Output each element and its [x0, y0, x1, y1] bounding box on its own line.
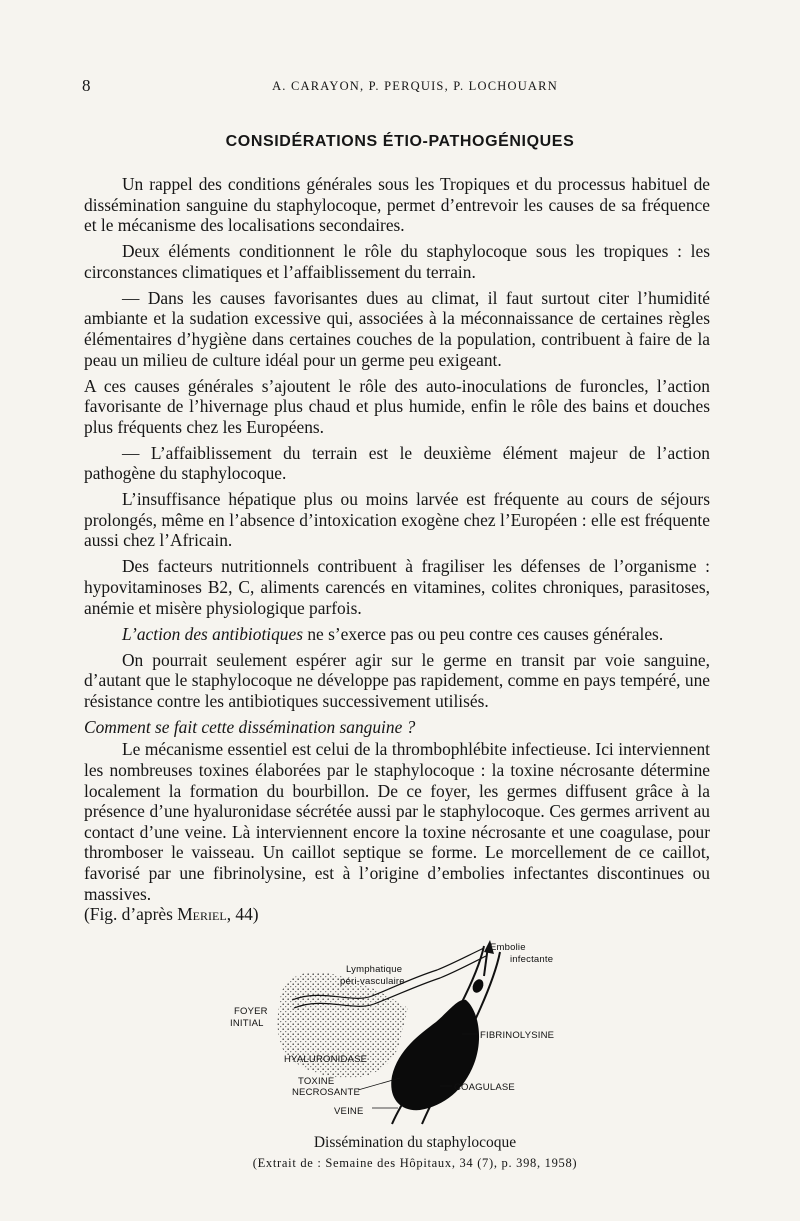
paragraph: Des facteurs nutritionnels contribuent à fragiliser les défenses de l’organisme : hypovitaminoses B2, C, aliments carencés en vitamines, colites chroniques, parasitoses, anémie et misère physiologique parfois.: [84, 556, 710, 618]
label-perivasculaire: péri-vasculaire: [340, 976, 405, 987]
label-toxine: TOXINE: [298, 1076, 335, 1087]
label-coagulase: COAGULASE: [454, 1082, 515, 1093]
label-necrosante: NECROSANTE: [292, 1087, 360, 1098]
running-head: A. CARAYON, P. PERQUIS, P. LOCHOUARN: [272, 79, 558, 93]
paragraph: [84, 624, 710, 645]
section-title: CONSIDÉRATIONS ÉTIO-PATHOGÉNIQUES: [225, 133, 575, 150]
figure-illustration: [222, 938, 582, 1128]
paragraph: Le mécanisme essentiel est celui de la thrombophlébite infectieuse. Ici interviennent les nombreuses toxines élaborées par le staphylocoque : la toxine nécrosante détermine localement la formation du bourbillon. De ce foyer, les germes diffusent grâce à la présence d’une hyaluronidase sécrétée aussi par le staphylocoque. Ces germes arrivent au contact d’une veine. Là interviennent encore la toxine nécrosante et une coagulase, pour thromboser le vaisseau. Un caillot septique se forme. Le morcellement de ce caillot, favorisé par une fibrinolysine, est à l’origine d’embolies infectantes discontinues ou massives.: [84, 739, 710, 904]
figure-caption: Dissémination du staphylocoque: [313, 1134, 517, 1151]
label-initial: INITIAL: [230, 1018, 264, 1029]
label-lymphatique: Lymphatique: [346, 964, 403, 975]
figure-reference-suffix: , 44): [226, 904, 259, 925]
body-text: [84, 174, 710, 930]
label-infectante: infectante: [510, 954, 554, 965]
paragraph-text: ne s’exerce pas ou peu contre ces causes générales.: [302, 623, 664, 644]
figure-reference-author: Meriel: [177, 904, 227, 925]
page-number: 8: [82, 76, 91, 95]
paragraph: L’insuffisance hépatique plus ou moins larvée est fréquente au cours de séjours prolongés, même en l’absence d’intoxication exogène chez l’Européen : elle est fréquente aussi chez l’Africain.: [84, 489, 710, 551]
figure-staphylococcus-dissemination: [222, 938, 582, 1128]
figure-reference-prefix: (Fig. d’après: [84, 904, 178, 925]
subheading: Comment se fait cette dissémination sanguine ?: [84, 716, 416, 737]
paragraph: — L’affaiblissement du terrain est le deuxième élément majeur de l’action pathogène du staphylocoque.: [84, 442, 710, 484]
figure-reference: [84, 904, 710, 925]
paragraph: Un rappel des conditions générales sous les Tropiques et du processus habituel de dissémination sanguine du staphylocoque, permet d’entrevoir les causes de sa fréquence et le mécanisme des localisations secondaires.: [84, 174, 710, 236]
paragraph: — Dans les causes favorisantes dues au climat, il faut surtout citer l’humidité ambiante et la sudation excessive qui, associées à la méconnaissance de certaines règles élémentaires d’hygiène dans certaines couches de la population, contribuent à faire de la peau un milieu de culture idéal pour un germe peu exigeant.: [84, 287, 710, 370]
paragraph: On pourrait seulement espérer agir sur le germe en transit par voie sanguine, d’autant que le staphylocoque ne développe pas rapidement, comme en pays tempéré, une résistance contre les antibiotiques successivement utilisés.: [84, 649, 710, 711]
label-foyer: FOYER: [234, 1006, 268, 1017]
paragraph: A ces causes générales s’ajoutent le rôle des auto-inoculations de furoncles, l’action favorisante de l’hivernage plus chaud et plus humide, enfin le rôle des bains et douches plus fréquents chez les Européens.: [84, 375, 710, 437]
label-fibrinolysine: FIBRINOLYSINE: [480, 1030, 555, 1041]
italic-phrase: L’action des antibiotiques: [122, 623, 303, 644]
paragraph: Deux éléments conditionnent le rôle du staphylocoque sous les tropiques : les circonstances climatiques et l’affaiblissement du terrain.: [84, 241, 710, 282]
label-hyaluronidase: HYALURONIDASE: [284, 1054, 368, 1065]
figure-source: (Extrait de : Semaine des Hôpitaux, 34 (7), p. 398, 1958): [252, 1156, 578, 1170]
label-veine: VEINE: [334, 1106, 364, 1117]
label-embolie: Embolie: [490, 942, 526, 953]
